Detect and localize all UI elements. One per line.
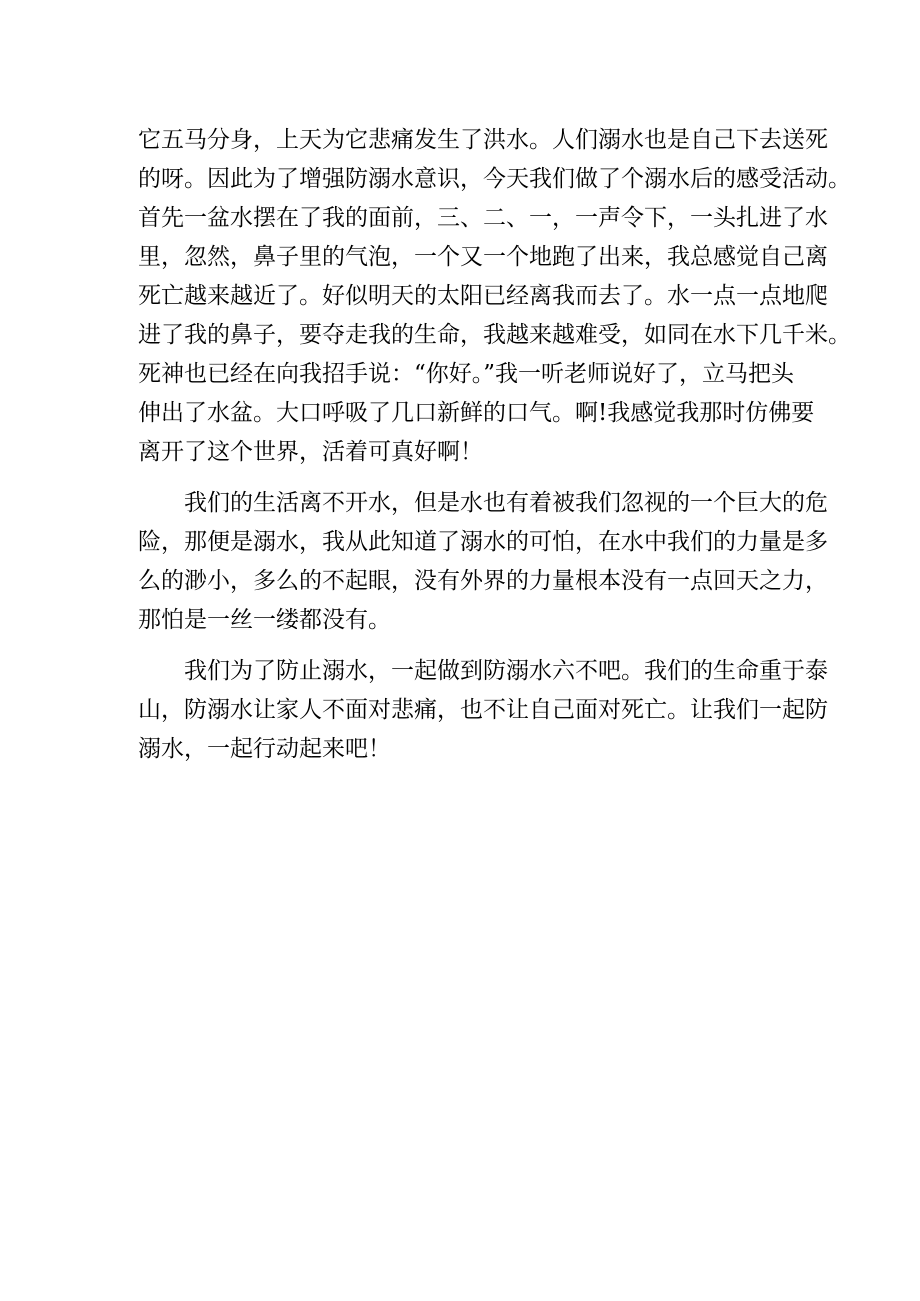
text-line: 我们为了防止溺水，一起做到防溺水六不吧。我们的生命重于泰	[184, 658, 828, 684]
text-line: 里，忽然，鼻子里的气泡，一个又一个地跑了出来，我总感觉自己离	[138, 244, 828, 270]
text-line: 死神也已经在向我招手说：“你好。”我一听老师说好了，立马把头	[138, 361, 795, 387]
text-line: 那怕是一丝一缕都没有。	[138, 607, 391, 633]
text-line: 它五马分身，上天为它悲痛发生了洪水。人们溺水也是自己下去送死	[138, 127, 828, 153]
text-line: 伸出了水盆。大口呼吸了几口新鲜的口气。啊!我感觉我那时仿佛要	[138, 400, 815, 426]
text-line: 进了我的鼻子，要夺走我的生命，我越来越难受，如同在水下几千米。	[138, 322, 851, 348]
text-line: 山，防溺水让家人不面对悲痛，也不让自己面对死亡。让我们一起防	[138, 697, 828, 723]
paragraph-3	[138, 652, 828, 769]
text-line: 溺水，一起行动起来吧！	[138, 736, 391, 762]
text-line: 险，那便是溺水，我从此知道了溺水的可怕，在水中我们的力量是多	[138, 529, 828, 555]
paragraph-1	[138, 121, 851, 472]
paragraph-2	[138, 484, 828, 640]
text-line: 离开了这个世界，活着可真好啊！	[138, 439, 483, 465]
text-line: 我们的生活离不开水，但是水也有着被我们忽视的一个巨大的危	[184, 490, 828, 516]
text-line: 的呀。因此为了增强防溺水意识，今天我们做了个溺水后的感受活动。	[138, 166, 851, 192]
text-line: 首先一盆水摆在了我的面前，三、二、一，一声令下，一头扎进了水	[138, 205, 828, 231]
text-line: 么的渺小，多么的不起眼，没有外界的力量根本没有一点回天之力，	[138, 568, 828, 594]
text-line: 死亡越来越近了。好似明天的太阳已经离我而去了。水一点一点地爬	[138, 283, 828, 309]
document-body	[138, 121, 851, 781]
